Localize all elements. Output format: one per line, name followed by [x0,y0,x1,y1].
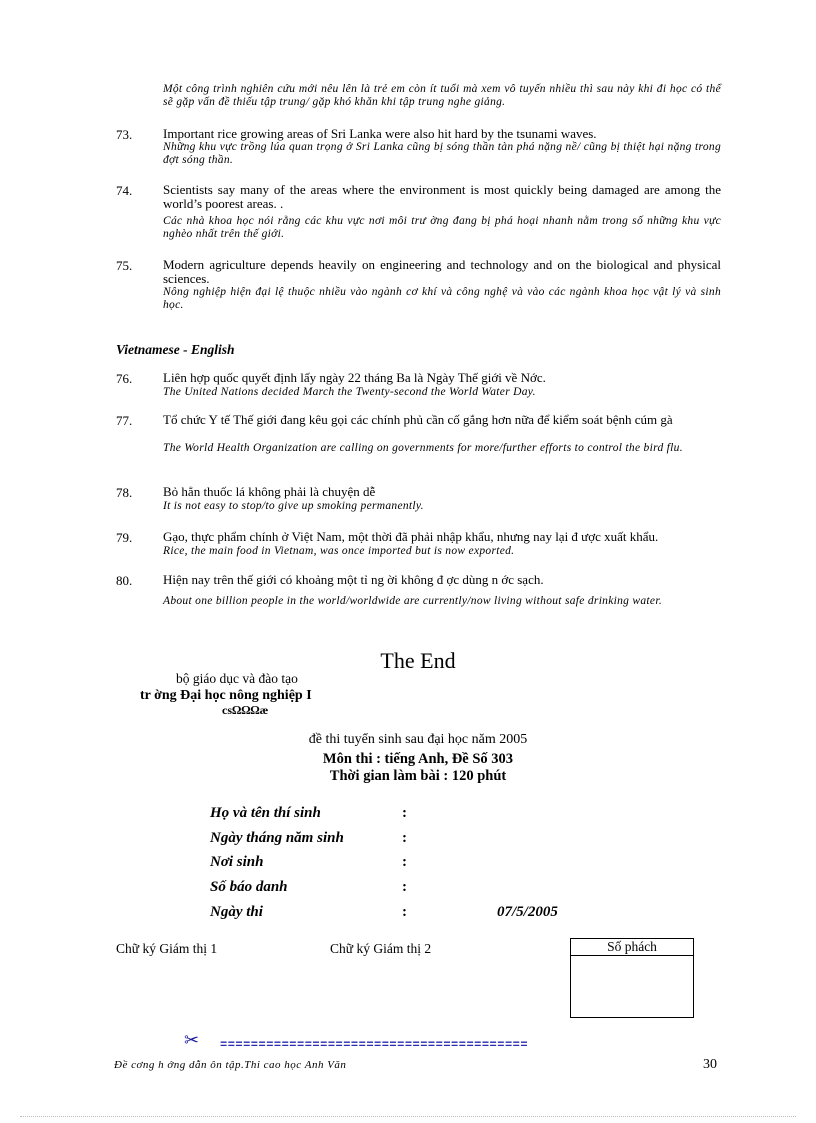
intro-translation: Một công trình nghiên cứu mới nêu lên là trẻ em còn ít tuổi mà xem vô tuyến nhiều thì sau này khi đi học có thể sẽ gặp vấn đề thiếu tập trung/ gặp khó khăn khi tập trung nghe giảng. [163,83,721,108]
ornament: csΩΩΩæ [222,703,269,717]
form-label-candidate-number: Số báo danh [210,879,288,895]
form-colon: : [402,830,407,846]
exam-duration: Thời gian làm bài : 120 phút [329,768,507,784]
footer-text: Đề cơng h ớng dẫn ôn tập.Thi cao học Anh Văn [114,1059,347,1071]
item-english: About one billion people in the world/worldwide are currently/now living without safe drinking water. [163,595,663,607]
item-number: 78. [116,485,133,500]
form-label-dob: Ngày tháng năm sinh [210,830,344,846]
item-number: 77. [116,413,133,428]
item-vietnamese: Liên hợp quốc quyết định lấy ngày 22 tháng Ba là Ngày Thế giới về Nớc. [163,370,546,385]
item-number: 73. [116,127,133,142]
code-box [570,938,694,1018]
item-vietnamese: Nông nghiệp hiện đại lệ thuộc nhiều vào ngành cơ khí và công nghệ và vào các ngành khoa học vật lý và sinh học. [163,286,721,311]
university-name: tr ờng Đại học nông nghiệp I [140,688,312,703]
item-number: 79. [116,530,133,545]
item-number: 75. [116,258,133,273]
scissors-icon: ✂ [184,1030,200,1050]
item-english: It is not easy to stop/to give up smoking permanently. [163,500,424,512]
item-vietnamese: Hiện nay trên thế giới có khoảng một tỉ ng ời không đ ợc dùng n ớc sạch. [163,572,544,587]
item-number: 74. [116,183,133,198]
item-vietnamese: Bỏ hẳn thuốc lá không phải là chuyện dễ [163,484,376,499]
form-colon: : [402,805,407,821]
form-colon: : [402,904,407,920]
exam-subject: Môn thi : tiếng Anh, Đề Số 303 [322,751,514,767]
item-vietnamese: Tổ chức Y tế Thế giới đang kêu gọi các chính phủ cần cố gắng hơn nữa để kiểm soát bệnh cúm gà [163,412,673,427]
item-number: 76. [116,371,133,386]
item-vietnamese: Các nhà khoa học nói rằng các khu vực nơi môi trư ờng đang bị phá hoại nhanh nằm trong số những khu vực nghèo nhất trên thế giới. [163,215,721,240]
signature-invigilator-2: Chữ ký Giám thị 2 [330,941,432,956]
form-colon: : [402,879,407,895]
item-english: Scientists say many of the areas where the environment is most quickly being damaged are among the world’s poorest areas. . [163,182,721,211]
code-box-label: Số phách [571,939,693,956]
form-label-exam-date: Ngày thi [210,904,263,920]
form-value-exam-date: 07/5/2005 [497,904,558,920]
item-english: The United Nations decided March the Twenty-second the World Water Day. [163,386,536,398]
signature-invigilator-1: Chữ ký Giám thị 1 [116,941,218,956]
exam-title: đề thi tuyển sinh sau đại học năm 2005 [308,732,528,747]
item-english: Important rice growing areas of Sri Lanka were also hit hard by the tsunami waves. [163,126,597,141]
item-vietnamese: Những khu vực trồng lúa quan trọng ở Sri Lanka cũng bị sóng thần tàn phá nặng nề/ cũng bị thiệt hại nặng trong đợt sóng thần. [163,141,721,166]
item-english: The World Health Organization are calling on governments for more/further efforts to control the bird flu. [163,442,683,454]
the-end-title: The End [380,648,456,673]
form-label-birthplace: Nơi sinh [210,854,264,870]
page-number: 30 [703,1057,717,1072]
ministry-name: bộ giáo dục và đào tạo [176,671,298,686]
item-english: Rice, the main food in Vietnam, was once imported but is now exported. [163,545,515,557]
form-colon: : [402,854,407,870]
section-heading: Vietnamese - English [116,342,235,357]
item-english: Modern agriculture depends heavily on engineering and technology and on the biological and physical sciences. [163,257,721,286]
form-label-name: Họ và tên thí sinh [210,805,321,821]
item-vietnamese: Gạo, thực phẩm chính ở Việt Nam, một thời đã phải nhập khẩu, nhưng nay lại đ ược xuất khẩu. [163,529,659,544]
page-bottom-divider [20,1116,796,1117]
cut-line: ======================================== [220,1038,529,1052]
item-number: 80. [116,573,133,588]
